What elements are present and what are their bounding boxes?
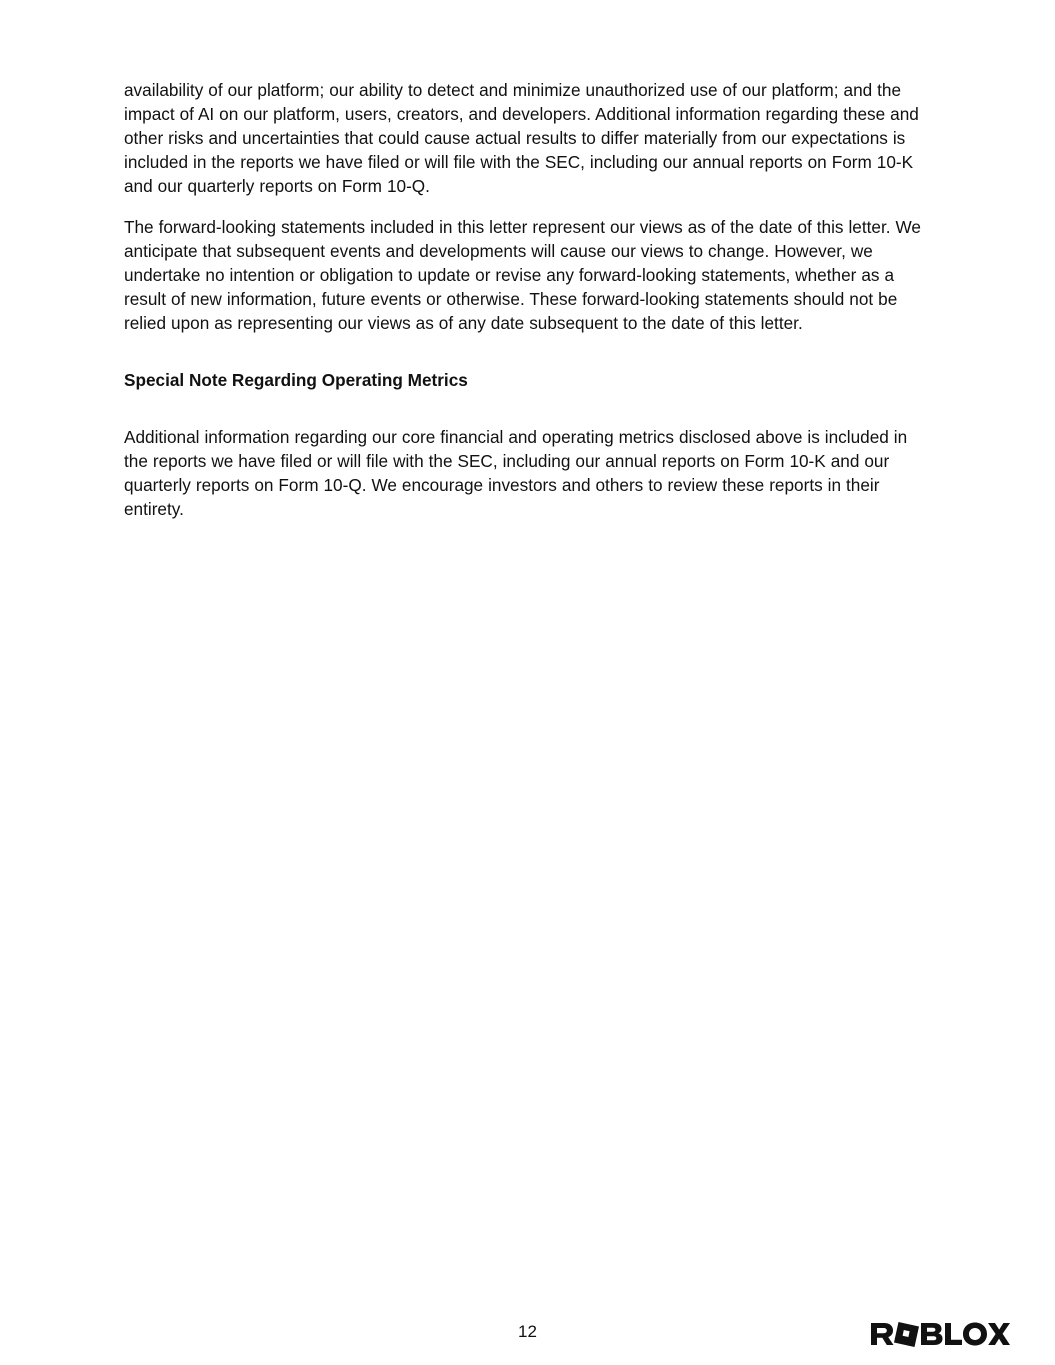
- roblox-logo: [870, 1320, 1010, 1348]
- section-heading: Special Note Regarding Operating Metrics: [124, 370, 468, 390]
- paragraph-operating-metrics: Additional information regarding our core financial and operating metrics disclosed above is included in the reports we have filed or will file with the SEC, including our annual reports on Form 10-K and our quarterly reports on Form 10-Q. We encourage investors and others to review these reports in their entirety.: [124, 427, 908, 519]
- page-content: [124, 78, 936, 521]
- paragraph-forward-looking: The forward-looking statements included in this letter represent our views as of the date of this letter. We anticipate that subsequent events and developments will cause our views to change. However, we undertake no intention or obligation to update or revise any forward-looking statements, whether as a result of new information, future events or otherwise. These forward-looking statements should not be relied upon as representing our views as of any date subsequent to the date of this letter.: [124, 217, 921, 333]
- paragraph-risk-factors: availability of our platform; our ability to detect and minimize unauthorized use of our platform; and the impact of AI on our platform, users, creators, and developers. Additional information regarding these and other risks and uncertainties that could cause actual results to differ materially from our expectations is included in the reports we have filed or will file with the SEC, including our annual reports on Form 10-K and our quarterly reports on Form 10-Q.: [124, 80, 919, 196]
- page-number: 12: [518, 1322, 537, 1341]
